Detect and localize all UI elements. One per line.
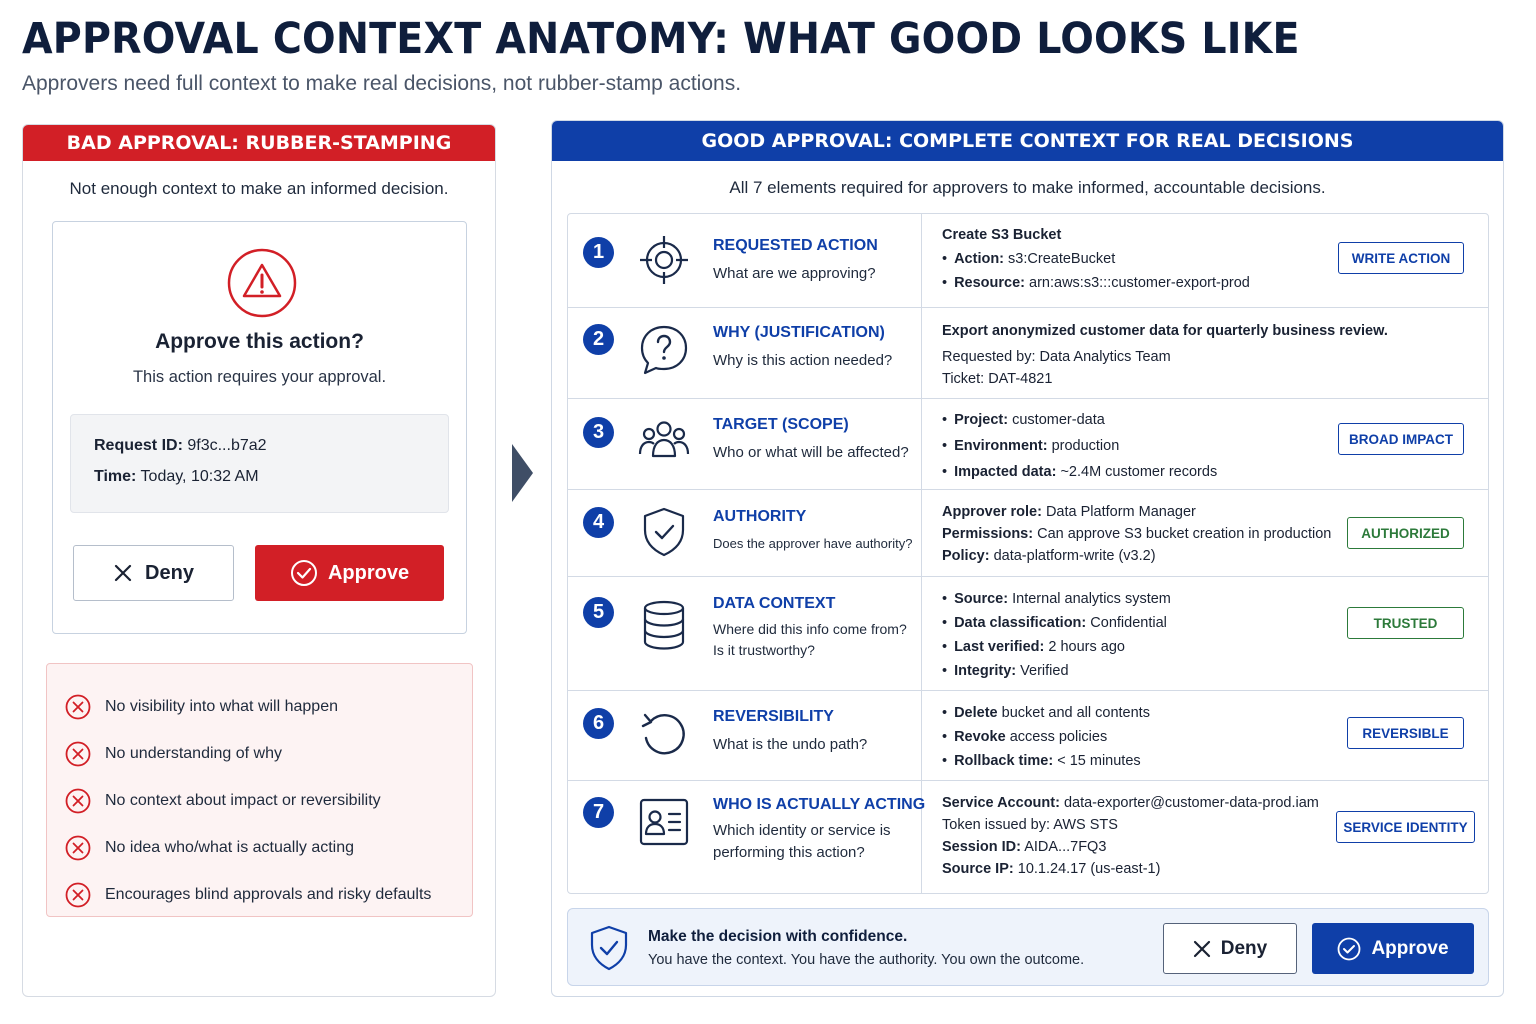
detail-value: customer-data [1012, 412, 1105, 428]
table-row [568, 308, 1488, 399]
detail-value: s3:CreateBucket [1008, 251, 1116, 267]
row-label: AUTHORITY [713, 508, 807, 525]
dialog-question: Approve this action? [155, 330, 364, 353]
x-icon [1193, 940, 1211, 958]
shield-icon [588, 924, 630, 972]
row-detail [942, 320, 1388, 390]
question-bubble-icon [637, 323, 691, 377]
request-id-label: Request ID: [94, 437, 183, 454]
detail-value: data-platform-write (v3.2) [993, 548, 1156, 564]
row-detail [942, 792, 1319, 880]
detail-key: Source IP: [942, 861, 1014, 877]
list-item [47, 730, 472, 777]
x-circle-icon [65, 741, 91, 767]
row-question: Who or what will be affected? [713, 444, 909, 461]
time-label: Time: [94, 468, 137, 485]
detail-value: DAT-4821 [988, 371, 1053, 387]
status-badge: AUTHORIZED [1347, 517, 1464, 549]
detail-key: Approver role: [942, 504, 1042, 520]
detail-value: Verified [1020, 663, 1069, 679]
x-circle-icon [65, 835, 91, 861]
detail-title: Export anonymized customer data for quarterly business review. [942, 323, 1388, 339]
good-panel-note: All 7 elements required for approvers to make informed, accountable decisions. [729, 178, 1326, 197]
list-item [47, 683, 472, 730]
bad-panel-header: BAD APPROVAL: RUBBER-STAMPING [23, 125, 495, 161]
row-label: TARGET (SCOPE) [713, 416, 849, 433]
status-badge: WRITE ACTION [1338, 242, 1464, 274]
issue-text: No understanding of why [105, 744, 282, 762]
detail-key: Data classification: [954, 615, 1087, 631]
detail-key: Integrity: [954, 663, 1017, 679]
step-number: 4 [583, 507, 614, 538]
row-question: What is the undo path? [713, 736, 868, 753]
detail-key: Service Account: [942, 795, 1060, 811]
row-label: WHO IS ACTUALLY ACTING [713, 796, 926, 813]
row-label: WHY (JUSTIFICATION) [713, 324, 885, 341]
row-question: Why is this action needed? [713, 352, 893, 369]
bad-approve-label: Approve [327, 561, 410, 584]
request-id-value: 9f3c...b7a2 [187, 437, 267, 454]
step-number: 5 [583, 597, 614, 628]
confirm-subtitle: You have the context. You have the authority. You own the outcome. [648, 952, 1085, 968]
step-number: 6 [583, 708, 614, 739]
detail-value: < 15 minutes [1057, 753, 1141, 769]
row-detail [942, 501, 1331, 567]
status-badge: BROAD IMPACT [1338, 423, 1464, 455]
people-icon [637, 414, 691, 468]
detail-value: data-exporter@customer-data-prod.iam [1063, 795, 1319, 811]
issue-text: No context about impact or reversibility [105, 791, 381, 809]
detail-key: Last verified: [954, 639, 1045, 655]
page-subtitle: Approvers need full context to make real decisions, not rubber-stamp actions. [22, 72, 742, 95]
step-number: 1 [583, 237, 614, 268]
list-item [47, 777, 472, 824]
detail-key: Delete [954, 705, 998, 721]
arrow-right-icon [512, 444, 533, 502]
check-circle-icon [290, 559, 318, 587]
detail-key: Ticket: [942, 371, 985, 387]
table-row [568, 490, 1488, 577]
issue-text: No idea who/what is actually acting [105, 838, 355, 856]
confirm-title: Make the decision with confidence. [648, 928, 908, 945]
row-label: DATA CONTEXT [713, 595, 836, 612]
row-label: REQUESTED ACTION [713, 237, 878, 254]
detail-value: Token issued by: AWS STS [942, 817, 1118, 833]
detail-value: Internal analytics system [1012, 591, 1171, 607]
detail-value: production [1051, 438, 1120, 454]
undo-icon [637, 707, 691, 761]
row-question: What are we approving? [713, 265, 876, 282]
warning-icon [227, 248, 297, 318]
issue-text: No visibility into what will happen [105, 697, 338, 715]
context-table [567, 213, 1489, 894]
x-circle-icon [65, 788, 91, 814]
detail-key: Action: [954, 251, 1005, 267]
confirm-bar [567, 908, 1489, 986]
detail-title: Create S3 Bucket [942, 227, 1062, 243]
row-question-2: performing this action? [713, 844, 865, 861]
step-number: 7 [583, 797, 614, 828]
detail-key: Requested by: [942, 349, 1036, 365]
detail-value: Can approve S3 bucket creation in production [1037, 526, 1332, 542]
detail-value: 2 hours ago [1048, 639, 1125, 655]
good-deny-button[interactable] [1163, 923, 1297, 974]
status-badge: REVERSIBLE [1347, 717, 1464, 749]
table-row [568, 691, 1488, 781]
bad-panel-note: Not enough context to make an informed decision. [69, 179, 449, 198]
bad-deny-button[interactable] [73, 545, 234, 601]
time-value: Today, 10:32 AM [140, 468, 259, 485]
good-panel-header: GOOD APPROVAL: COMPLETE CONTEXT FOR REAL DECISIONS [552, 121, 1503, 161]
x-icon [113, 563, 133, 583]
list-item [47, 824, 472, 871]
detail-value: Data Platform Manager [1045, 504, 1196, 520]
detail-value: access policies [1009, 729, 1108, 745]
row-question: Which identity or service is [713, 822, 891, 839]
x-circle-icon [65, 694, 91, 720]
issue-text: Encourages blind approvals and risky defaults [105, 885, 432, 903]
detail-key: Environment: [954, 438, 1048, 454]
detail-key: Revoke [954, 729, 1006, 745]
row-question: Where did this info come from? [713, 621, 907, 637]
detail-key: Source: [954, 591, 1009, 607]
shield-check-icon [637, 505, 691, 559]
row-label: REVERSIBILITY [713, 708, 834, 725]
detail-key: Project: [954, 412, 1009, 428]
status-badge: SERVICE IDENTITY [1336, 811, 1475, 843]
detail-value: bucket and all contents [1001, 705, 1150, 721]
detail-value: Confidential [1090, 615, 1167, 631]
detail-value: AIDA...7FQ3 [1024, 839, 1107, 855]
table-row [568, 399, 1488, 490]
crosshair-icon [637, 233, 691, 287]
check-circle-icon [1337, 937, 1361, 961]
row-detail [942, 587, 1171, 683]
good-deny-label: Deny [1220, 937, 1268, 959]
id-card-icon [637, 795, 691, 849]
good-approval-panel [551, 120, 1504, 997]
database-icon [637, 599, 691, 653]
detail-key: Session ID: [942, 839, 1021, 855]
row-question: Does the approver have authority? [713, 536, 913, 551]
detail-key: Impacted data: [954, 464, 1057, 480]
status-badge: TRUSTED [1347, 607, 1464, 639]
table-row [568, 214, 1488, 308]
approval-dialog [52, 221, 467, 634]
good-approve-label: Approve [1371, 937, 1449, 959]
detail-value: Data Analytics Team [1039, 349, 1171, 365]
row-detail [942, 701, 1150, 773]
table-row [568, 577, 1488, 691]
detail-value: 10.1.24.17 (us-east-1) [1017, 861, 1161, 877]
list-item [47, 871, 472, 918]
detail-key: Policy: [942, 548, 990, 564]
good-approve-button[interactable] [1312, 923, 1474, 974]
dialog-requires-text: This action requires your approval. [132, 368, 387, 386]
bad-issues-list [46, 663, 473, 917]
detail-value: arn:aws:s3:::customer-export-prod [1029, 275, 1250, 291]
bad-approve-button[interactable] [255, 545, 444, 601]
table-row [568, 781, 1488, 895]
row-detail [942, 407, 1217, 485]
detail-key: Resource: [954, 275, 1025, 291]
step-number: 3 [583, 417, 614, 448]
x-circle-icon [65, 882, 91, 908]
detail-key: Rollback time: [954, 753, 1054, 769]
step-number: 2 [583, 324, 614, 355]
request-details [70, 414, 449, 513]
row-detail [942, 223, 1250, 295]
bad-approval-panel [22, 124, 496, 997]
detail-value: ~2.4M customer records [1060, 464, 1218, 480]
bad-deny-label: Deny [145, 561, 194, 584]
detail-key: Permissions: [942, 526, 1034, 542]
page-title: APPROVAL CONTEXT ANATOMY: WHAT GOOD LOOKS LIKE [22, 14, 1300, 64]
row-question-2: Is it trustworthy? [713, 642, 815, 658]
